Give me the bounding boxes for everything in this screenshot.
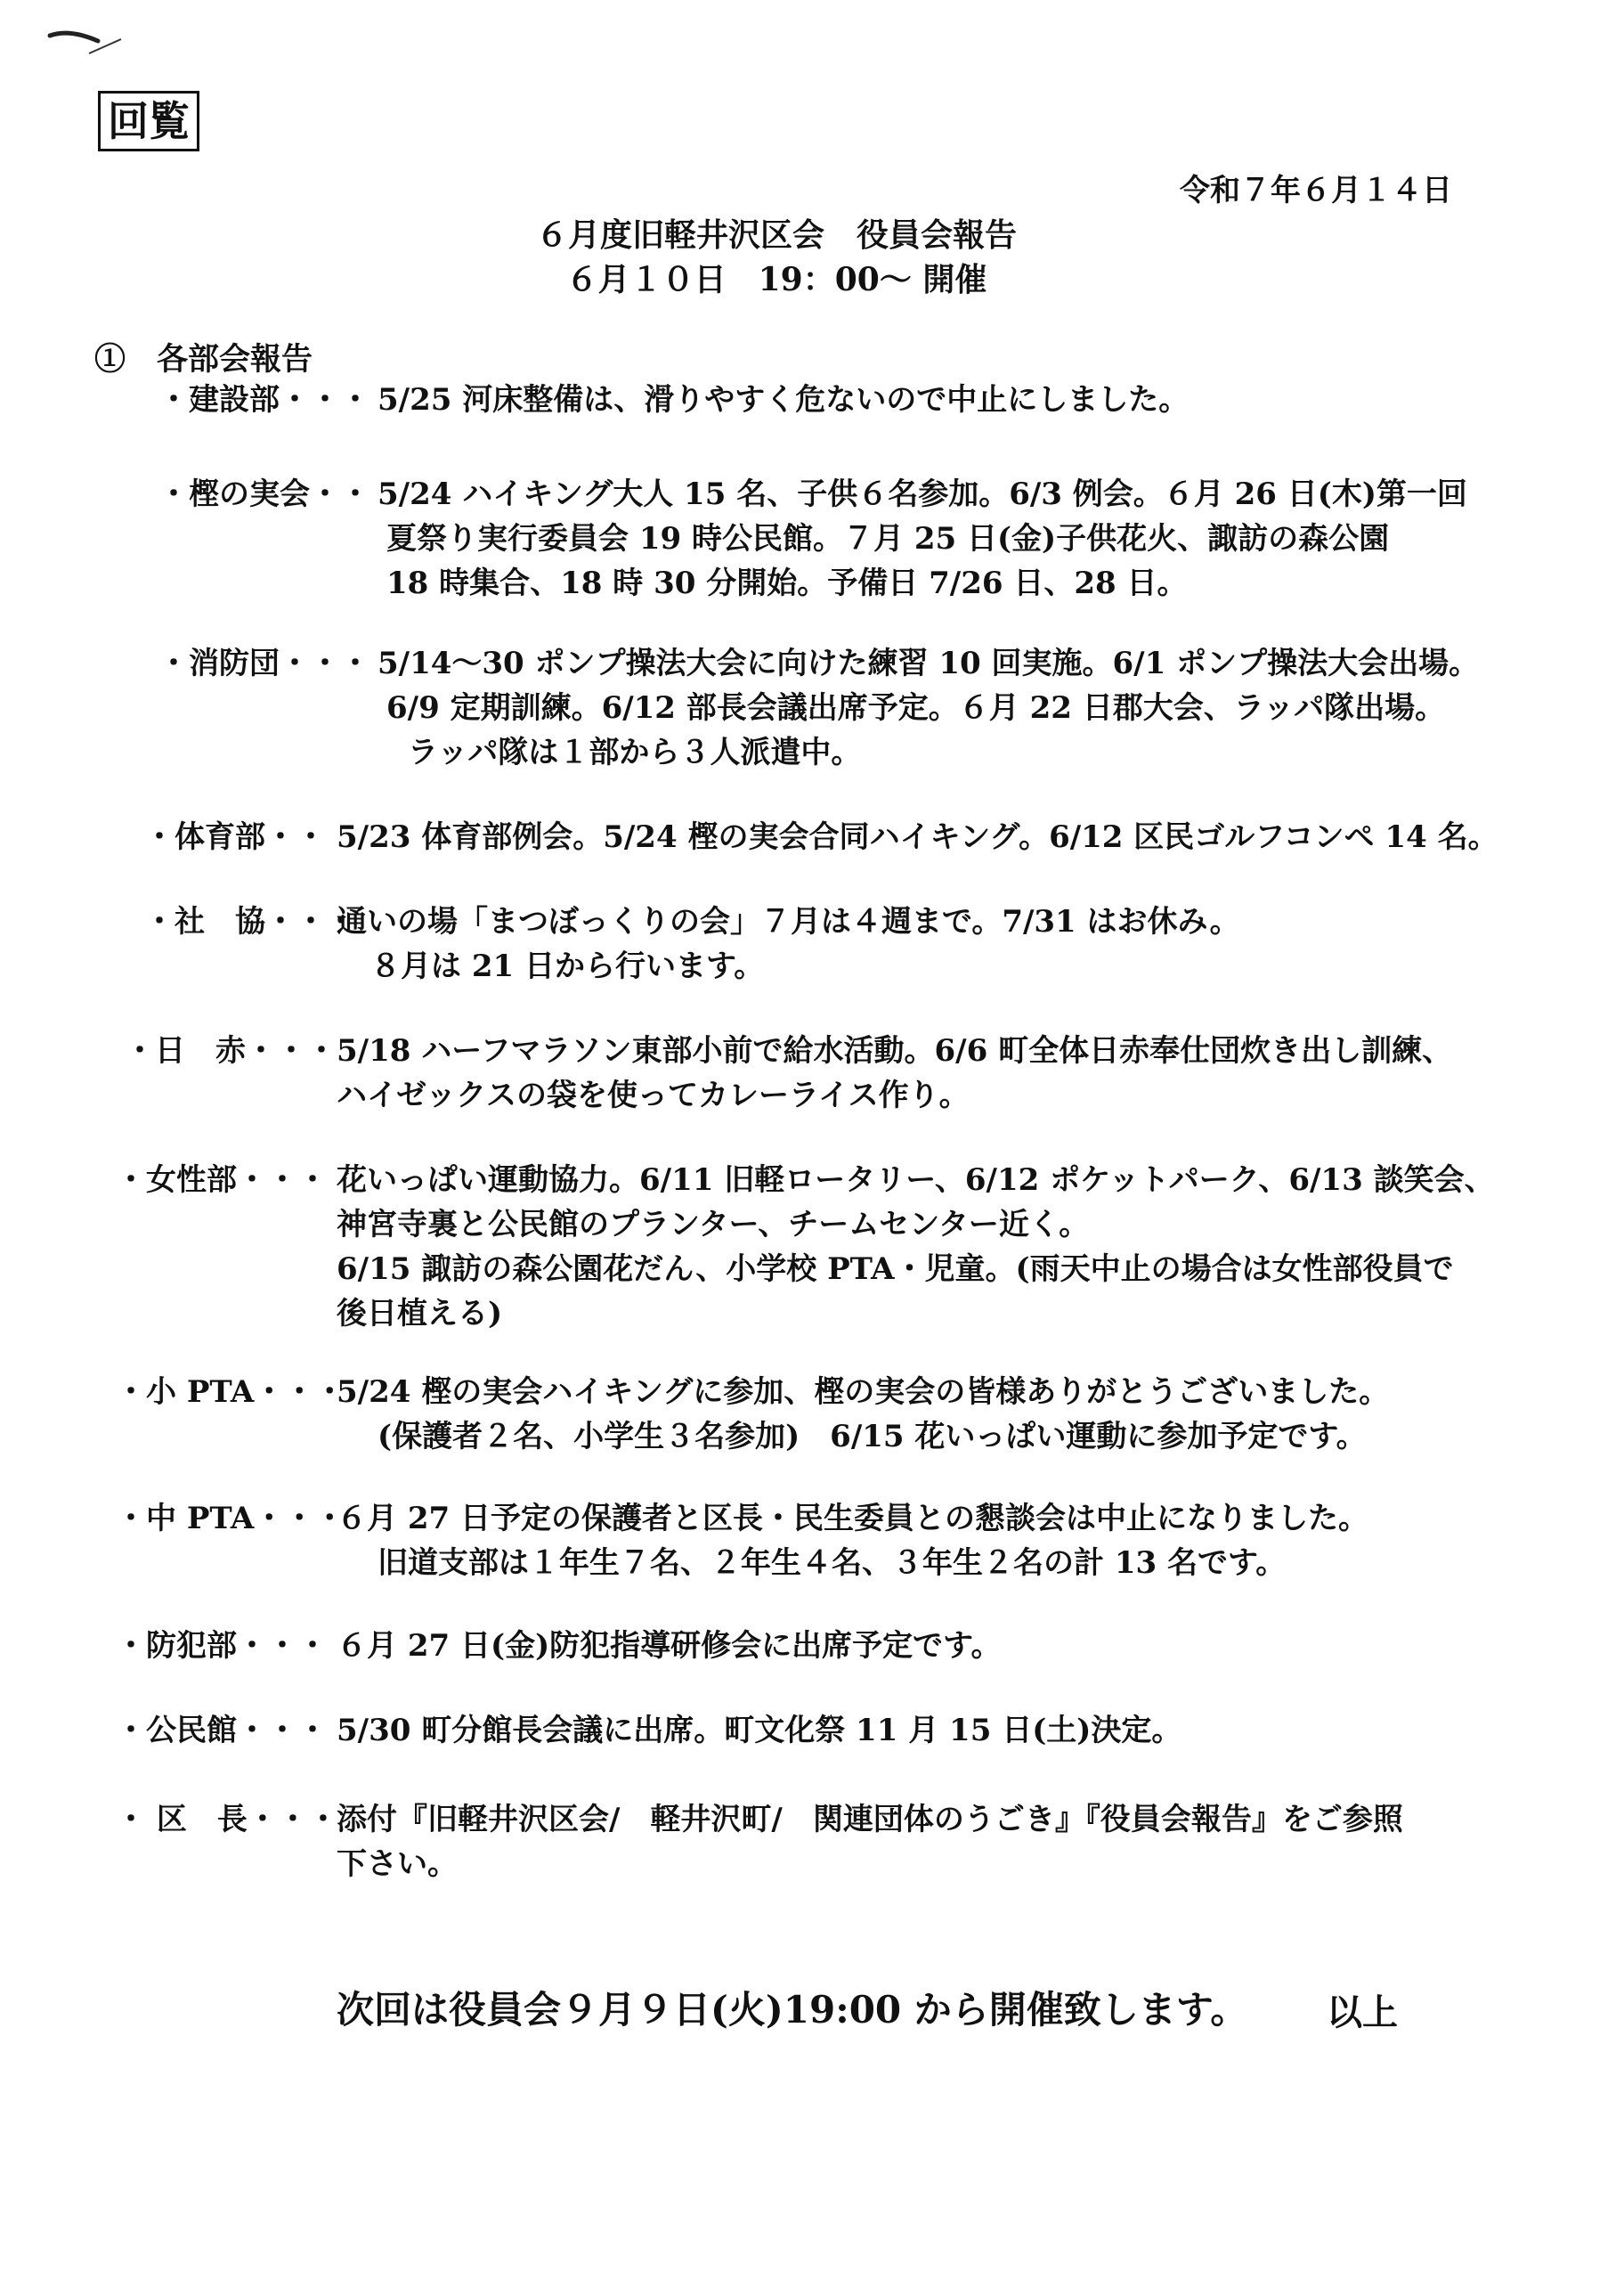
- report-line: 後日植える): [337, 1296, 503, 1331]
- report-label: ・小 PTA・・・: [116, 1374, 345, 1410]
- report-line: 5/18 ハーフマラソン東部小前で給水活動。6/6 町全体日赤奉仕団炊き出し訓練、: [337, 1033, 1453, 1069]
- report-label: ・社 協・・・: [144, 904, 356, 940]
- report-line: 夏祭り実行委員会 19 時公民館。７月 25 日(金)子供花火、諏訪の森公園: [386, 521, 1390, 557]
- report-line: 5/25 河床整備は、滑りやすく危ないので中止にしました。: [378, 382, 1190, 418]
- report-line: ハイゼックスの袋を使ってカレーライス作り。: [337, 1078, 970, 1113]
- report-text: [337, 900, 1240, 989]
- document-date: 令和７年６月１４日: [1180, 173, 1452, 208]
- report-text: [337, 1496, 1368, 1585]
- report-label: ・樫の実会・・: [158, 476, 370, 512]
- report-line: 神宮寺裏と公民館のプランター、チームセンター近く。: [337, 1207, 1090, 1242]
- report-line: 6/15 諏訪の森公園花だん、小学校 PTA・児童。(雨天中止の場合は女性部役員で: [337, 1251, 1454, 1287]
- report-label: ・女性部・・・: [116, 1162, 328, 1198]
- report-text: [378, 378, 1189, 422]
- report-line: ラッパ隊は１部から３人派遣中。: [408, 735, 862, 770]
- report-text: [337, 815, 1498, 859]
- report-line: 5/24 ハイキング大人 15 名、子供６名参加。6/3 例会。６月 26 日(木)第一回: [378, 476, 1467, 512]
- report-text: [337, 1029, 1452, 1118]
- report-line: 5/23 体育部例会。5/24 樫の実会合同ハイキング。6/12 区民ゴルフコンペ 14 名。: [337, 819, 1498, 855]
- report-line: (保護者２名、小学生３名参加) 6/15 花いっぱい運動に参加予定です。: [378, 1419, 1367, 1454]
- report-label: ・防犯部・・・: [116, 1628, 328, 1664]
- end-mark: 以上: [1327, 1991, 1398, 2033]
- scan-mark: [43, 20, 132, 64]
- document-title: ６月度旧軽井沢区会 役員会報告: [535, 216, 1017, 254]
- report-text: [337, 1370, 1389, 1459]
- report-label: ・中 PTA・・・: [116, 1501, 345, 1536]
- report-text: [337, 1624, 1001, 1668]
- report-text: [337, 1158, 1495, 1336]
- report-line: 5/30 町分館長会議に出席。町文化祭 11 月 15 日(土)決定。: [337, 1713, 1182, 1748]
- report-label: ・公民館・・・: [116, 1713, 328, 1748]
- report-line: 旧道支部は１年生７名、２年生４名、３年生２名の計 13 名です。: [378, 1545, 1287, 1581]
- report-line: ６月 27 日予定の保護者と区長・民生委員との懇談会は中止になりました。: [337, 1501, 1368, 1536]
- meeting-datetime: ６月１０日 19：00～ 開催: [565, 261, 987, 298]
- report-line: 5/14～30 ポンプ操法大会に向けた練習 10 回実施。6/1 ポンプ操法大会出場。: [378, 646, 1480, 681]
- report-line: 6/9 定期訓練。6/12 部長会議出席予定。６月 22 日郡大会、ラッパ隊出場。: [386, 690, 1446, 726]
- report-text: [337, 1708, 1181, 1753]
- report-label: ・日 赤・・・: [125, 1033, 337, 1069]
- report-line: 通いの場「まつぼっくりの会」７月は４週まで。7/31 はお休み。: [337, 904, 1240, 940]
- report-line: 18 時集合、18 時 30 分開始。予備日 7/26 日、28 日。: [386, 566, 1188, 601]
- report-line: ８月は 21 日から行います。: [370, 949, 765, 984]
- report-label: ・体育部・・: [144, 819, 326, 855]
- report-text: [337, 1797, 1403, 1886]
- circulation-label: 回覧: [98, 91, 199, 151]
- report-label: ・建設部・・・: [158, 382, 370, 418]
- report-line: 下さい。: [337, 1846, 458, 1882]
- report-text: [378, 472, 1467, 606]
- next-meeting-notice: 次回は役員会９月９日(火)19:00 から開催致します。: [337, 1988, 1248, 2032]
- report-text: [378, 641, 1479, 775]
- report-line: 花いっぱい運動協力。6/11 旧軽ロータリー、6/12 ポケットパーク、6/13 談笑会、: [337, 1162, 1495, 1198]
- report-line: ６月 27 日(金)防犯指導研修会に出席予定です。: [337, 1628, 1002, 1664]
- report-label: ・ 区 長・・・: [116, 1802, 338, 1837]
- section-heading: ① 各部会報告: [94, 341, 313, 378]
- report-label: ・消防団・・・: [158, 646, 370, 681]
- report-line: 添付『旧軽井沢区会/ 軽井沢町/ 関連団体のうごき』『役員会報告』をご参照: [337, 1802, 1403, 1837]
- report-line: 5/24 樫の実会ハイキングに参加、樫の実会の皆様ありがとうございました。: [337, 1374, 1390, 1410]
